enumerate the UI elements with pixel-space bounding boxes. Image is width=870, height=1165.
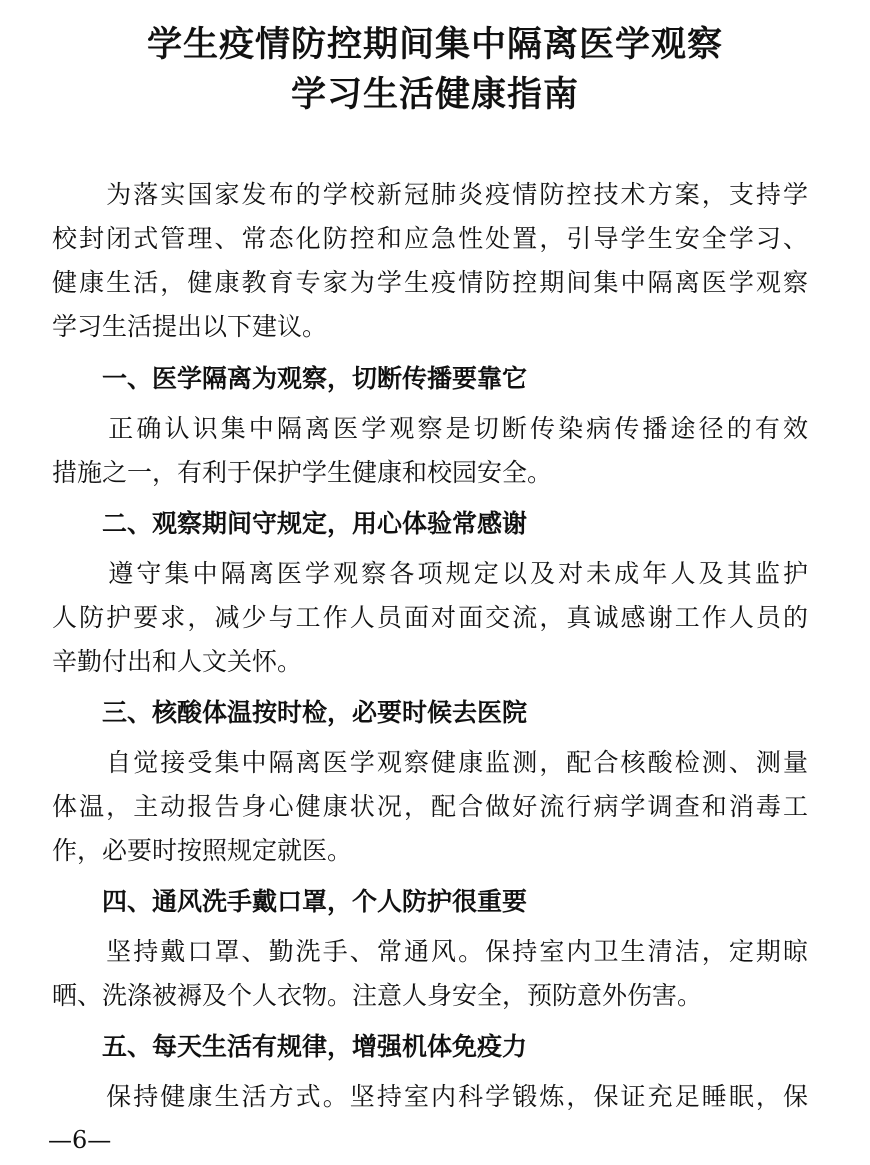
document-title-line-1: 学生疫情防控期间集中隔离医学观察	[146, 25, 723, 65]
section-4-line-2: 晒、洗涤被褥及个人衣物。注意人身安全，预防意外伤害。	[52, 981, 703, 1010]
section-5-line-1: 保持健康生活方式。坚持室内科学锻炼，保证充足睡眠，保	[52, 1082, 808, 1111]
section-3-heading: 三、核酸体温按时检，必要时候去医院	[102, 698, 528, 727]
page-number: —6—	[48, 1126, 112, 1154]
section-5-heading: 五、每天生活有规律，增强机体免疫力	[102, 1032, 528, 1061]
intro-line-1: 为落实国家发布的学校新冠肺炎疫情防控技术方案，支持学	[52, 180, 808, 209]
section-2-line-3: 辛勤付出和人文关怀。	[52, 647, 303, 676]
intro-line-3: 健康生活，健康教育专家为学生疫情防控期间集中隔离医学观察	[52, 268, 808, 297]
section-1-line-2: 措施之一，有利于保护学生健康和校园安全。	[52, 458, 553, 487]
section-3-line-3: 作，必要时按照规定就医。	[52, 836, 353, 865]
section-2-line-2: 人防护要求，减少与工作人员面对面交流，真诚感谢工作人员的	[52, 603, 808, 632]
section-3-line-2: 体温，主动报告身心健康状况，配合做好流行病学调查和消毒工	[52, 792, 808, 821]
document-title-line-2: 学习生活健康指南	[290, 75, 579, 115]
intro-line-2: 校封闭式管理、常态化防控和应急性处置，引导学生安全学习、	[52, 224, 808, 253]
section-2-heading: 二、观察期间守规定，用心体验常感谢	[102, 509, 528, 538]
intro-line-4: 学习生活提出以下建议。	[52, 312, 328, 341]
section-1-heading: 一、医学隔离为观察，切断传播要靠它	[102, 364, 528, 393]
section-4-heading: 四、通风洗手戴口罩，个人防护很重要	[102, 887, 528, 916]
section-3-line-1: 自觉接受集中隔离医学观察健康监测，配合核酸检测、测量	[52, 748, 808, 777]
section-1-line-1: 正确认识集中隔离医学观察是切断传染病传播途径的有效	[52, 414, 808, 443]
section-4-line-1: 坚持戴口罩、勤洗手、常通风。保持室内卫生清洁，定期晾	[52, 937, 808, 966]
section-2-line-1: 遵守集中隔离医学观察各项规定以及对未成年人及其监护	[52, 559, 808, 588]
